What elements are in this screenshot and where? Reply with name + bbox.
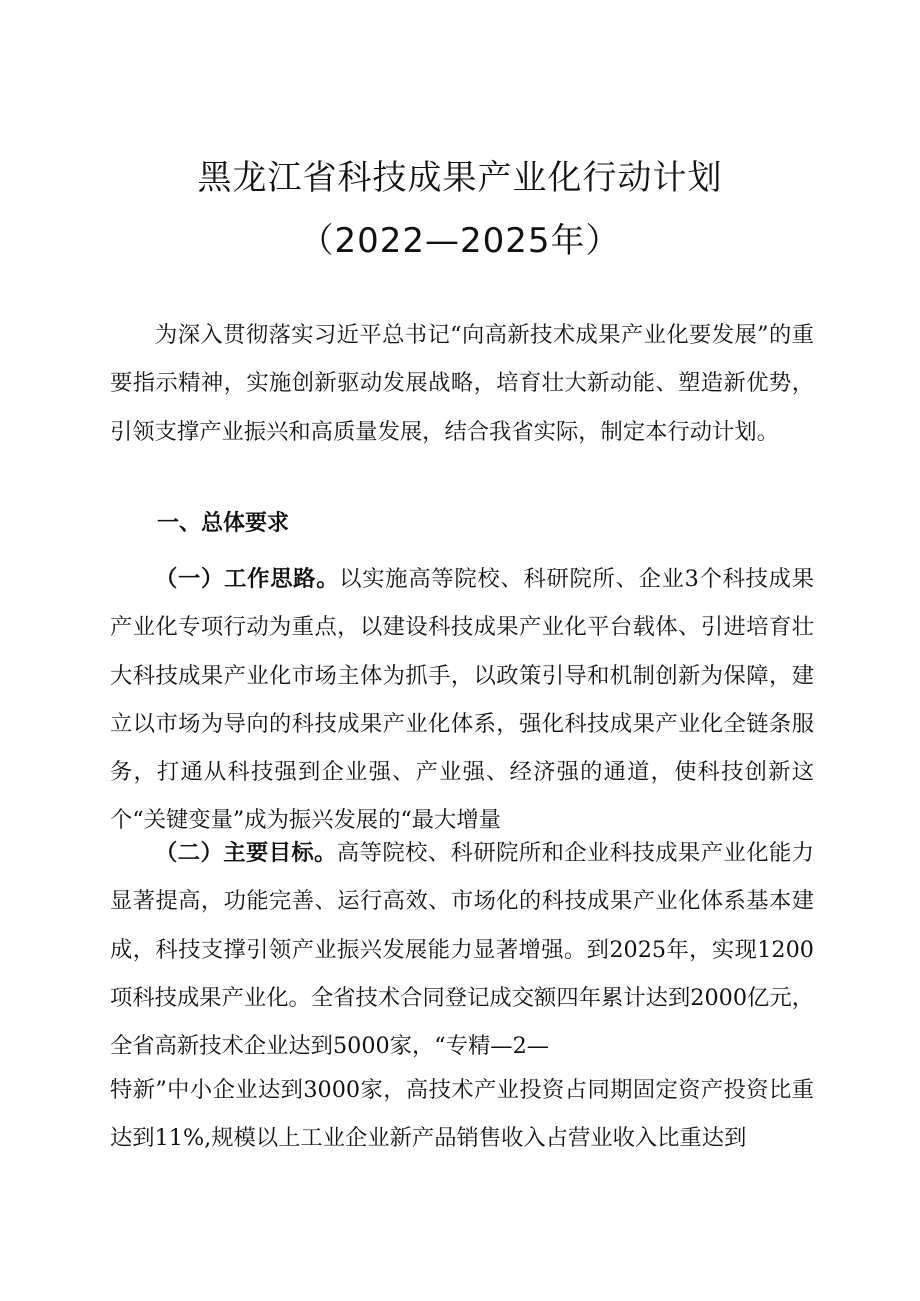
main-goals-body: 高等院校、科研院所和企业科技成果产业化能力显著提高，功能完善、运行高效、市场化的科技成果产业化体系基本建成，科技支撑引领产业振兴发展能力显著增强。到2025年，实现1200项科技成果产业化。全省技术合同登记成交额四年累计达到2000亿元，全省高新技术企业达到5000家，“专精—2— [110,840,814,1060]
document-subtitle: （2022—2025年） [299,221,621,261]
work-approach-paragraph [110,555,814,845]
document-title: 黑龙江省科技成果产业化行动计划 [197,158,723,198]
main-goals-lead: （二）主要目标。 [155,840,337,866]
work-approach-lead: （一）工作思路。 [155,566,340,592]
section-heading-general-requirements: 一、总体要求 [157,511,290,536]
work-approach-body: 以实施高等院校、科研院所、企业3个科技成果产业化专项行动为重点，以建设科技成果产业化平台载体、引进培育壮大科技成果产业化市场主体为抓手，以政策引导和机制创新为保障，建立以市场为导向的科技成果产业化体系，强化科技成果产业化全链条服务，打通从科技强到企业强、产业强、经济强的通道，使科技创新这个“关键变量”成为振兴发展的“最大增量 [110,566,814,834]
main-goals-paragraph [110,829,814,1070]
intro-paragraph: 为深入贯彻落实习近平总书记“向高新技术成果产业化要发展”的重要指示精神，实施创新驱动发展战略，培育壮大新动能、塑造新优势，引领支撑产业振兴和高质量发展，结合我省实际，制定本行动计划。 [110,322,814,445]
continuation-paragraph: 特新”中小企业达到3000家，高技术产业投资占同期固定资产投资比重达到11%,规模以上工业企业新产品销售收入占营业收入比重达到 [110,1077,814,1152]
